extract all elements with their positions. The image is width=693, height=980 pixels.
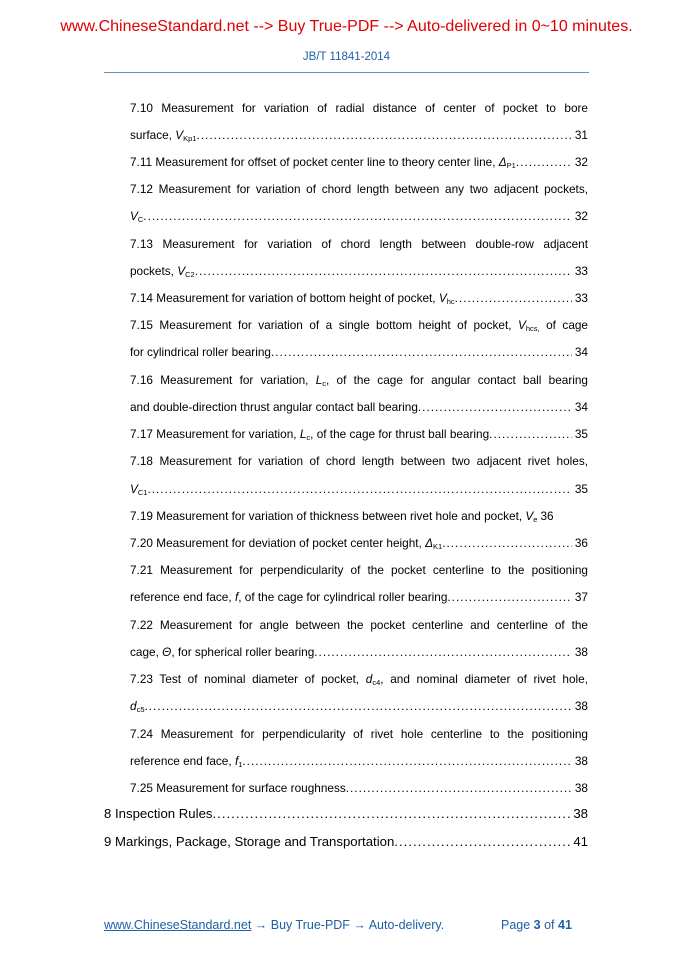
toc-7-24-line2[interactable]: reference end face, $f_1$ ..... 38 [130, 753, 588, 769]
toc-7-13-line2[interactable]: pockets, $V_{C2}$ ..... 33 [130, 263, 588, 279]
toc-7-13-line1[interactable]: 7.13 Measurement for variation of chord length between double-row adjacent [130, 237, 588, 251]
header-divider [104, 72, 589, 73]
toc-page-number: 38 [574, 781, 588, 795]
toc-page-number: 38 [574, 645, 588, 659]
toc-chapter-9[interactable]: 9 Markings, Package, Storage and Transportation ..... 41 [104, 834, 588, 850]
toc-page-number: 36 [574, 536, 588, 550]
toc-page-number: 37 [574, 590, 588, 604]
toc-page-number: 38 [574, 754, 588, 768]
toc-7-22-line1[interactable]: 7.22 Measurement for angle between the pocket centerline and centerline of the [130, 618, 588, 632]
promo-banner[interactable]: www.ChineseStandard.net --> Buy True-PDF --> Auto-delivered in 0~10 minutes. [60, 18, 633, 35]
toc-page-number: 41 [573, 834, 588, 849]
toc-7-12-line2[interactable]: $V_C$ ..... 32 [130, 208, 588, 224]
toc-7-24-line1[interactable]: 7.24 Measurement for perpendicularity of rivet hole centerline to the positioning [130, 727, 588, 741]
toc-page-number: 33 [574, 264, 588, 278]
toc-7-18-line1[interactable]: 7.18 Measurement for variation of chord length between two adjacent rivet holes, [130, 454, 588, 468]
toc-page-number: 36 [540, 509, 554, 523]
toc-7-10-line1[interactable]: 7.10 Measurement for variation of radial distance of center of pocket to bore [130, 101, 588, 115]
toc-7-22-line2[interactable]: cage, Θ, for spherical roller bearing ..... 38 [130, 644, 588, 660]
toc-7-23-line2[interactable]: $d_{c5}$ ..... 38 [130, 698, 588, 714]
toc-page-number: 33 [574, 291, 588, 305]
toc-7-21-line1[interactable]: 7.21 Measurement for perpendicularity of the pocket centerline to the positioning [130, 563, 588, 577]
toc-page-number: 34 [574, 400, 588, 414]
toc-page-number: 38 [573, 806, 588, 821]
toc-7-14[interactable]: 7.14 Measurement for variation of bottom height of pocket, $V_{hc}$ ..... 33 [130, 290, 588, 306]
toc-7-19[interactable]: 7.19 Measurement for variation of thickness between rivet hole and pocket, $V_e$ 36 [130, 509, 554, 524]
toc-7-18-line2[interactable]: $V_{C1}$ ..... 35 [130, 481, 588, 497]
toc-7-23-line1[interactable]: 7.23 Test of nominal diameter of pocket, $d_{c4}$, and nominal diameter of rivet hole, [130, 672, 588, 687]
toc-7-10-line2[interactable]: surface, $V_{Kp1}$ ..... 31 [130, 127, 588, 143]
toc-page-number: 32 [574, 209, 588, 223]
toc-page-number: 31 [574, 128, 588, 142]
toc-7-21-line2[interactable]: reference end face, f, of the cage for cylindrical roller bearing ..... 37 [130, 589, 588, 605]
toc-7-16-line1[interactable]: 7.16 Measurement for variation, $L_c$, of the cage for angular contact ball bearing [130, 373, 588, 388]
toc-7-11[interactable]: 7.11 Measurement for offset of pocket center line to theory center line, $\Delta_{P1}$ ..... 32 [130, 154, 588, 170]
toc-7-16-line2[interactable]: and double-direction thrust angular contact ball bearing ..... 34 [130, 399, 588, 415]
toc-7-15-line2[interactable]: for cylindrical roller bearing ..... 34 [130, 344, 588, 360]
toc-7-15-line1[interactable]: 7.15 Measurement for variation of a single bottom height of pocket, $V_{hcs,}$ of cage [130, 318, 588, 333]
footer-link[interactable]: www.ChineseStandard.net → Buy True-PDF → Auto-delivery. [104, 918, 445, 932]
standard-code: JB/T 11841-2014 [302, 51, 391, 63]
toc-7-12-line1[interactable]: 7.12 Measurement for variation of chord length between any two adjacent pockets, [130, 182, 588, 196]
toc-page-number: 35 [574, 427, 588, 441]
toc-page-number: 35 [574, 482, 588, 496]
toc-7-25[interactable]: 7.25 Measurement for surface roughness ..... 38 [130, 780, 588, 796]
toc-7-17[interactable]: 7.17 Measurement for variation, $L_c$, of the cage for thrust ball bearing ..... 35 [130, 426, 588, 442]
toc-page-number: 32 [574, 155, 588, 169]
toc-chapter-8[interactable]: 8 Inspection Rules ..... 38 [104, 806, 588, 822]
toc-page-number: 38 [574, 699, 588, 713]
page-indicator: Page 3 of 41 [501, 918, 572, 932]
toc-7-20[interactable]: 7.20 Measurement for deviation of pocket center height, $\Delta_{K1}$ ..... 36 [130, 535, 588, 551]
toc-page-number: 34 [574, 345, 588, 359]
